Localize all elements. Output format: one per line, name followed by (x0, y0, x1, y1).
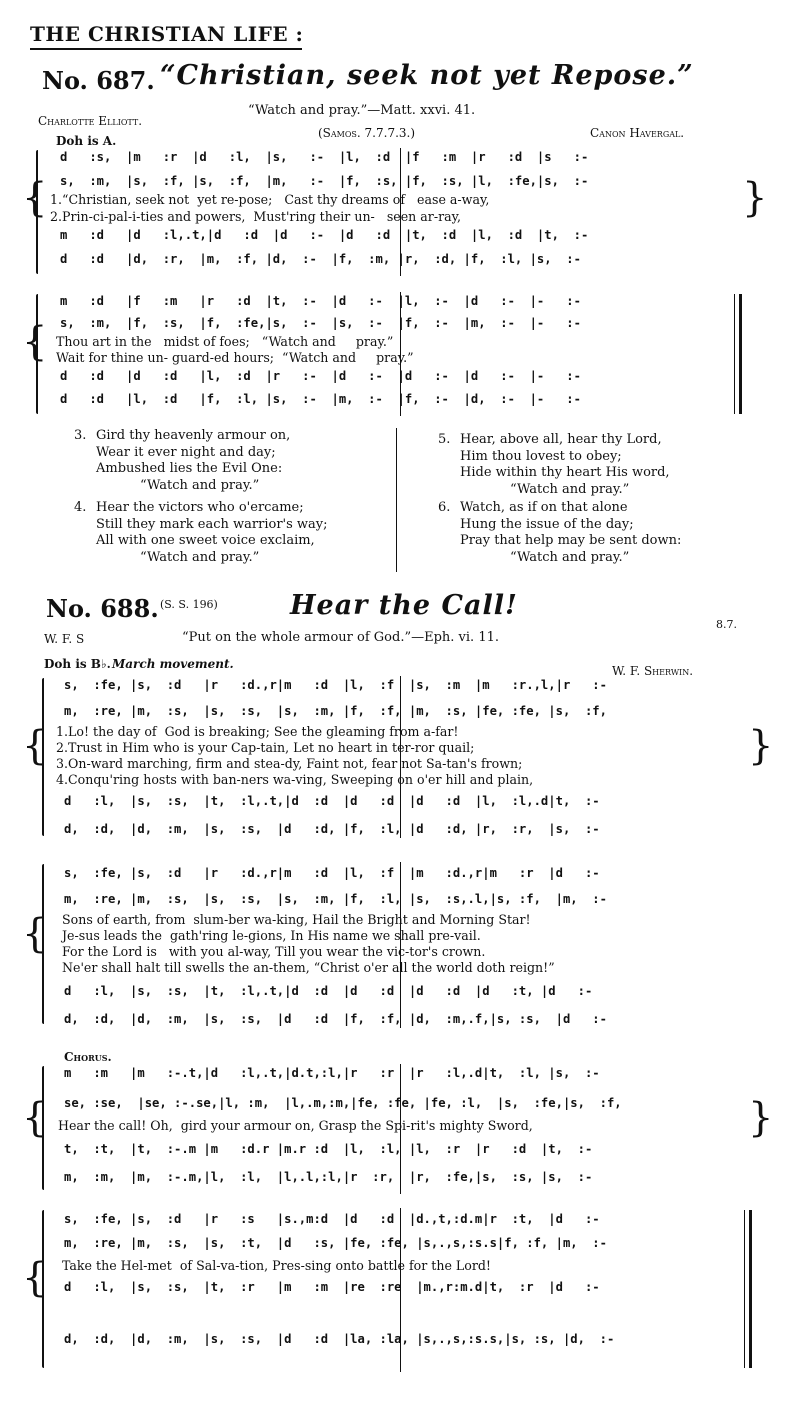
hymn-688-key: Doh is B♭. (44, 657, 111, 671)
system-bracket (42, 1210, 44, 1368)
system-bracket (36, 150, 38, 274)
verse-line: “Watch and pray.” (510, 481, 630, 497)
verse-2-lyrics: 2.Prin-ci-pal-i-ties and powers, Must'ring their un- seen ar-ray, (50, 209, 462, 224)
hymn-688-text-reference: “Put on the whole armour of God.”—Eph. vi. 11. (182, 630, 499, 645)
end-barline-thick (739, 294, 742, 414)
bass-line: d :d |l, :d |f, :l, |s, :- |m, :- |f, :- |d, :- |- :- (60, 392, 581, 406)
verse-3-lyrics: 3.On-ward marching, firm and stea-dy, Faint not, fear not Sa-tan's frown; (56, 756, 523, 771)
system-brace-right: } (748, 1095, 774, 1141)
hymn-687-verse-5 (438, 432, 670, 498)
verse-1-lyrics: Sons of earth, from slum-ber wa-king, Hail the Bright and Morning Star! (62, 912, 531, 927)
verse-3-lyrics: For the Lord is with you al-way, Till you wear the vic-tor's crown. (62, 944, 486, 959)
soprano-line: m :m |m :-.t,|d :l,.t,|d.t,:l,|r :r |r :l,.d|t, :l, |s, :- (64, 1066, 600, 1080)
end-barline-thick (749, 1210, 752, 1368)
alto-line: s, :m, |s, :f, |s, :f, |m, :- |f, :s, |f, :s, |l, :fe,|s, :- (60, 174, 589, 188)
mid-barline (400, 676, 401, 838)
soprano-line: m :d |f :m |r :d |t, :- |d :- |l, :- |d :- |- :- (60, 294, 581, 308)
hymn-688-system-1 (22, 674, 778, 850)
soprano-line: d :s, |m :r |d :l, |s, :- |l, :d |f :m |r :d |s :- (60, 150, 589, 164)
system-bracket (36, 294, 38, 414)
verse-number: 3. (74, 428, 87, 443)
verse-4-lyrics: 4.Conqu'ring hosts with ban-ners wa-ving, Sweeping on o'er hill and plain, (56, 772, 534, 787)
verse-line: “Watch and pray.” (140, 477, 260, 493)
verse-line: Watch, as if on that alone (460, 500, 628, 515)
tenor-line: d :l, |s, :s, |t, :l,.t,|d :d |d :d |d :d |l, :l,.d|t, :- (64, 794, 600, 808)
verse-line: “Watch and pray.” (510, 549, 630, 565)
system-brace: { (22, 1095, 48, 1141)
verse-line: All with one sweet voice exclaim, (96, 533, 315, 548)
tenor-line: d :l, |s, :s, |t, :l,.t,|d :d |d :d |d :d |d :t, |d :- (64, 984, 593, 998)
system-brace: { (22, 319, 48, 365)
system-brace-right: } (742, 175, 768, 221)
verse-line: Hide within thy heart His word, (460, 465, 670, 480)
system-brace-right: } (748, 723, 774, 769)
soprano-line: s, :fe, |s, :d |r :d.,r|m :d |l, :f |s, :m |m :r.,l,|r :- (64, 678, 607, 692)
verse-line: “Watch and pray.” (140, 549, 260, 565)
verse-2-lyrics: Je-sus leads the gath'ring le-gions, In His name we shall pre-vail. (62, 928, 481, 943)
hymn-687-title: “Christian, seek not yet Repose.” (160, 60, 694, 91)
soprano-line: s, :fe, |s, :d |r :d.,r|m :d |l, :f |m :d.,r|m :r |d :- (64, 866, 600, 880)
system-brace: { (22, 723, 48, 769)
bass-line: d, :d, |d, :m, |s, :s, |d :d |f, :f, |d, :m,.f,|s, :s, |d :- (64, 1012, 607, 1026)
end-barline-thin (744, 1210, 745, 1368)
hymn-687-verse-3 (74, 428, 291, 494)
bass-line: d :d |d, :r, |m, :f, |d, :- |f, :m, |r, :d, |f, :l, |s, :- (60, 252, 581, 266)
bass-line: d, :d, |d, :m, |s, :s, |d :d |la, :la, |s,.,s,:s.s,|s, :s, |d, :- (64, 1332, 615, 1346)
chorus-label: Chorus. (64, 1050, 112, 1064)
verse-line: Him thou lovest to obey; (460, 448, 622, 464)
verse-line: Pray that help may be sent down: (460, 533, 682, 548)
end-barline-thin (734, 294, 735, 414)
hymn-687-system-1 (22, 148, 768, 280)
system-bracket (42, 864, 44, 1024)
system-bracket (42, 678, 44, 836)
hymn-688-number: No. 688. (46, 594, 159, 623)
alto-line: m, :re, |m, :s, |s, :t, |d :s, |fe, :fe, |s,.,s,:s.s|f, :f, |m, :- (64, 1236, 607, 1250)
hymn-688-chorus-system-1 (22, 1064, 778, 1200)
hymn-687-text-reference: “Watch and pray.”—Matt. xxvi. 41. (248, 103, 476, 118)
hymn-688-chorus-system-2 (22, 1206, 778, 1378)
hymn-688-ss-ref: (S. S. 196) (160, 598, 218, 611)
verse-line: Wear it ever night and day; (96, 444, 276, 460)
bass-line: m, :m, |m, :-.m,|l, :l, |l,.l,:l,|r :r, |r, :fe,|s, :s, |s, :- (64, 1170, 593, 1184)
chorus-lyrics: Hear the call! Oh, gird your armour on, Grasp the Spi-rit's mighty Sword, (58, 1118, 533, 1133)
verse-1-lyrics: Thou art in the midst of foes; “Watch and pray.” (56, 334, 394, 349)
verse-number: 4. (74, 500, 87, 515)
alto-line: m, :re, |m, :s, |s, :s, |s, :m, |f, :f, |m, :s, |fe, :fe, |s, :f, (64, 704, 607, 718)
verse-column-divider (396, 428, 397, 572)
hymn-687-meter: (Samos. 7.7.7.3.) (318, 126, 416, 140)
verse-number: 6. (438, 500, 451, 515)
mid-barline (400, 292, 401, 416)
hymn-687-verse-6 (438, 500, 682, 566)
tenor-line: t, :t, |t, :-.m |m :d.r |m.r :d |l, :l, |l, :r |r :d |t, :- (64, 1142, 593, 1156)
mid-barline (400, 862, 401, 1028)
system-brace: { (22, 1255, 48, 1301)
section-title-rule (30, 48, 302, 50)
system-bracket (42, 1066, 44, 1190)
section-title: THE CHRISTIAN LIFE : (30, 22, 304, 46)
verse-2-lyrics: Wait for thine un- guard-ed hours; “Watch and pray.” (56, 350, 414, 365)
alto-line: se, :se, |se, :-.se,|l, :m, |l,.m,:m,|fe, :fe, |fe, :l, |s, :fe,|s, :f, (64, 1096, 622, 1110)
chorus-lyrics: Take the Hel-met of Sal-va-tion, Pres-sing onto battle for the Lord! (62, 1258, 491, 1273)
verse-2-lyrics: 2.Trust in Him who is your Cap-tain, Let no heart in ter-ror quail; (56, 740, 475, 755)
hymn-687-number: No. 687. (42, 66, 155, 95)
hymn-687-author: Charlotte Elliott. (38, 114, 143, 128)
mid-barline (400, 148, 401, 276)
hymn-688-title: Hear the Call! (290, 590, 518, 621)
system-brace: { (22, 175, 48, 221)
soprano-line: s, :fe, |s, :d |r :s |s.,m:d |d :d |d.,t,:d.m|r :t, |d :- (64, 1212, 600, 1226)
verse-line: Hear, above all, hear thy Lord, (460, 432, 662, 447)
hymn-687-verse-4 (74, 500, 328, 566)
bass-line: d, :d, |d, :m, |s, :s, |d :d, |f, :l, |d :d, |r, :r, |s, :- (64, 822, 600, 836)
verse-1-lyrics: 1.Lo! the day of God is breaking; See the gleaming from a-far! (56, 724, 459, 739)
verse-line: Hung the issue of the day; (460, 516, 634, 532)
hymn-687-composer: Canon Havergal. (590, 126, 685, 140)
hymn-688-movement: March movement. (112, 657, 234, 671)
hymn-688-composer: W. F. Sherwin. (612, 664, 694, 678)
hymn-687-key: Doh is A. (56, 134, 117, 148)
tenor-line: d :l, |s, :s, |t, :r |m :m |re :re |m.,r:m.d|t, :r |d :- (64, 1280, 600, 1294)
hymn-688-system-2 (22, 860, 778, 1040)
mid-barline (400, 1208, 401, 1372)
hymn-688-meter: 8.7. (716, 618, 737, 631)
verse-line: Gird thy heavenly armour on, (96, 428, 291, 443)
mid-barline (400, 1064, 401, 1194)
verse-number: 5. (438, 432, 451, 447)
tenor-line: m :d |d :l,.t,|d :d |d :- |d :d |t, :d |l, :d |t, :- (60, 228, 589, 242)
verse-4-lyrics: Ne'er shall halt till swells the an-them, “Christ o'er all the world doth reign!” (62, 960, 555, 975)
alto-line: m, :re, |m, :s, |s, :s, |s, :m, |f, :l, |s, :s,.l,|s, :f, |m, :- (64, 892, 607, 906)
alto-line: s, :m, |f, :s, |f, :fe,|s, :- |s, :- |f, :- |m, :- |- :- (60, 316, 581, 330)
system-brace: { (22, 911, 48, 957)
verse-1-lyrics: 1.“Christian, seek not yet re-pose; Cast thy dreams of ease a-way, (50, 192, 490, 207)
verse-line: Hear the victors who o'ercame; (96, 500, 304, 515)
tenor-line: d :d |d :d |l, :d |r :- |d :- |d :- |d :- |- :- (60, 369, 581, 383)
verse-line: Still they mark each warrior's way; (96, 516, 328, 532)
verse-line: Ambushed lies the Evil One: (96, 461, 283, 476)
hymn-687-system-2 (22, 292, 768, 422)
hymn-688-author: W. F. S (44, 632, 85, 646)
